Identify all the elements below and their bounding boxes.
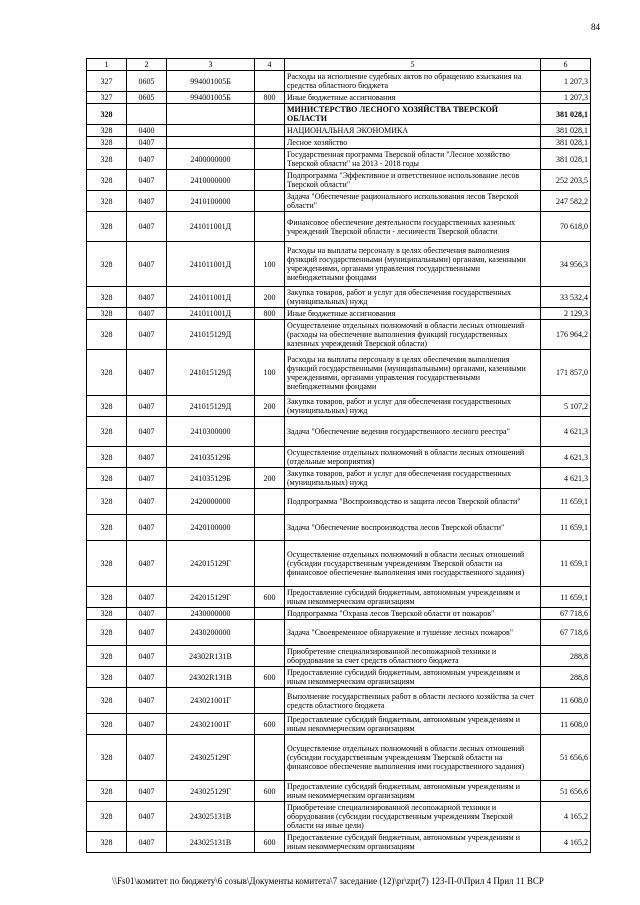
cell-section-code: 0407: [127, 137, 167, 149]
cell-target-article: [167, 125, 255, 137]
table-row: [87, 688, 591, 714]
cell-expense-type: [255, 320, 285, 350]
cell-target-article: 2400000000: [167, 149, 255, 170]
table-row: [87, 287, 591, 308]
cell-section-code: 0407: [127, 170, 167, 191]
cell-description: Подпрограмма "Эффективное и ответственное использование лесов Тверской области": [285, 170, 541, 191]
cell-target-article: 241035129Б: [167, 447, 255, 468]
cell-section-code: 0407: [127, 802, 167, 832]
cell-target-article: 994001005Б: [167, 71, 255, 92]
cell-section-code: 0407: [127, 646, 167, 667]
table-row: [87, 735, 591, 781]
cell-section-code: 0407: [127, 350, 167, 396]
table-header-row: [87, 59, 591, 71]
column-header: 6: [541, 59, 591, 71]
cell-amount: 171 857,0: [541, 350, 591, 396]
cell-target-article: 2410100000: [167, 191, 255, 212]
table-row: [87, 320, 591, 350]
cell-expense-type: 600: [255, 667, 285, 688]
cell-section-code: 0407: [127, 417, 167, 447]
cell-section-code: 0407: [127, 515, 167, 541]
cell-section-code: 0407: [127, 308, 167, 320]
cell-expense-type: 200: [255, 468, 285, 489]
cell-admin-code: 328: [87, 320, 127, 350]
cell-admin-code: 328: [87, 781, 127, 802]
table-row: [87, 137, 591, 149]
table-row: [87, 71, 591, 92]
cell-target-article: [167, 104, 255, 125]
cell-description: НАЦИОНАЛЬНАЯ ЭКОНОМИКА: [285, 125, 541, 137]
cell-amount: 381 028,1: [541, 104, 591, 125]
cell-admin-code: 328: [87, 714, 127, 735]
cell-admin-code: 327: [87, 71, 127, 92]
cell-admin-code: 328: [87, 125, 127, 137]
cell-amount: 176 964,2: [541, 320, 591, 350]
cell-expense-type: 100: [255, 350, 285, 396]
cell-description: Предоставление субсидий бюджетным, автономным учреждениям и иным некоммерческим организациям: [285, 832, 541, 853]
cell-admin-code: 328: [87, 137, 127, 149]
cell-target-article: 24302R131B: [167, 667, 255, 688]
cell-expense-type: [255, 104, 285, 125]
column-header: 3: [167, 59, 255, 71]
cell-admin-code: 328: [87, 396, 127, 417]
cell-description: Предоставление субсидий бюджетным, автономным учреждениям и иным некоммерческим организациям: [285, 667, 541, 688]
cell-expense-type: [255, 137, 285, 149]
cell-amount: 2 129,3: [541, 308, 591, 320]
table-row: [87, 417, 591, 447]
cell-target-article: 241035129Б: [167, 468, 255, 489]
cell-description: Расходы на исполнение судебных актов по обращению взыскания на средства областного бюджета: [285, 71, 541, 92]
table-row: [87, 104, 591, 125]
cell-amount: 33 532,4: [541, 287, 591, 308]
cell-description: Задача "Обеспечение ведения государственного лесного реестра": [285, 417, 541, 447]
cell-amount: 4 165,2: [541, 832, 591, 853]
cell-section-code: 0407: [127, 714, 167, 735]
cell-section-code: 0605: [127, 92, 167, 104]
cell-section-code: 0407: [127, 620, 167, 646]
cell-amount: 4 165,2: [541, 802, 591, 832]
cell-description: Финансовое обеспечение деятельности государственных казенных учреждений Тверской области - лесничеств Тверской области: [285, 212, 541, 242]
cell-admin-code: 328: [87, 308, 127, 320]
table-row: [87, 125, 591, 137]
cell-description: Закупка товаров, работ и услуг для обеспечения государственных (муниципальных) нужд: [285, 287, 541, 308]
cell-section-code: 0407: [127, 447, 167, 468]
cell-admin-code: 328: [87, 667, 127, 688]
cell-section-code: 0407: [127, 191, 167, 212]
cell-expense-type: [255, 515, 285, 541]
table-row: [87, 667, 591, 688]
cell-expense-type: 600: [255, 714, 285, 735]
table-row: [87, 92, 591, 104]
cell-target-article: 242015129Г: [167, 587, 255, 608]
cell-section-code: 0407: [127, 541, 167, 587]
cell-description: Расходы на выплаты персоналу в целях обеспечения выполнения функций государственными (муниципальными) органами, казенными учреждениями, органами управления государственными внебюджетными фондами: [285, 242, 541, 287]
cell-target-article: 241011001Д: [167, 308, 255, 320]
cell-target-article: 241011001Д: [167, 242, 255, 287]
cell-description: Предоставление субсидий бюджетным, автономным учреждениям и иным некоммерческим организациям: [285, 781, 541, 802]
table-row: [87, 191, 591, 212]
cell-admin-code: 328: [87, 287, 127, 308]
cell-expense-type: 600: [255, 832, 285, 853]
cell-expense-type: 800: [255, 308, 285, 320]
cell-target-article: 994001005Б: [167, 92, 255, 104]
table-row: [87, 350, 591, 396]
cell-description: Лесное хозяйство: [285, 137, 541, 149]
cell-expense-type: [255, 735, 285, 781]
cell-section-code: 0605: [127, 71, 167, 92]
cell-target-article: 24302R131B: [167, 646, 255, 667]
table-row: [87, 832, 591, 853]
cell-section-code: 0407: [127, 587, 167, 608]
cell-description: Государственная программа Тверской области "Лесное хозяйство Тверской области" на 2013 - 2018 годы: [285, 149, 541, 170]
cell-section-code: 0407: [127, 832, 167, 853]
cell-target-article: 241015129Д: [167, 350, 255, 396]
cell-amount: 4 621,3: [541, 468, 591, 489]
cell-amount: 247 582,2: [541, 191, 591, 212]
cell-expense-type: 100: [255, 242, 285, 287]
table-row: [87, 587, 591, 608]
cell-target-article: 2410000000: [167, 170, 255, 191]
cell-admin-code: 328: [87, 447, 127, 468]
column-header: 1: [87, 59, 127, 71]
cell-description: Выполнение государственных работ в области лесного хозяйства за счет средств областного бюджета: [285, 688, 541, 714]
cell-target-article: 243021001Г: [167, 688, 255, 714]
cell-expense-type: [255, 802, 285, 832]
cell-admin-code: 328: [87, 350, 127, 396]
cell-expense-type: 800: [255, 92, 285, 104]
cell-amount: 381 028,1: [541, 137, 591, 149]
cell-description: Задача "Обеспечение воспроизводства лесов Тверской области": [285, 515, 541, 541]
cell-admin-code: 328: [87, 242, 127, 287]
cell-expense-type: [255, 541, 285, 587]
table-row: [87, 515, 591, 541]
cell-amount: 1 207,3: [541, 92, 591, 104]
cell-section-code: 0407: [127, 735, 167, 781]
budget-table: [86, 58, 591, 853]
cell-admin-code: 328: [87, 104, 127, 125]
cell-expense-type: [255, 646, 285, 667]
cell-description: Закупка товаров, работ и услуг для обеспечения государственных (муниципальных) нужд: [285, 468, 541, 489]
cell-target-article: 243025129Г: [167, 735, 255, 781]
cell-description: Подпрограмма "Охрана лесов Тверской области от пожаров": [285, 608, 541, 620]
column-header: 4: [255, 59, 285, 71]
table-row: [87, 447, 591, 468]
cell-target-article: 241015129Д: [167, 396, 255, 417]
table-row: [87, 149, 591, 170]
footer-file-path: \\Fs01\комитет по бюджету\6 созыв\Документы комитета\7 заседание (12)\pr\zpr(7) 123-П-0\Прил 4 Прил 11 ВСР: [112, 876, 544, 886]
cell-admin-code: 328: [87, 802, 127, 832]
table-row: [87, 646, 591, 667]
cell-admin-code: 328: [87, 489, 127, 515]
cell-target-article: 243021001Г: [167, 714, 255, 735]
cell-description: Иные бюджетные ассигнования: [285, 92, 541, 104]
cell-section-code: 0407: [127, 287, 167, 308]
cell-admin-code: 328: [87, 832, 127, 853]
cell-description: Осуществление отдельных полномочий в области лесных отношений (расходы на обеспечение выполнения функций государственных казенных учреждений Тверской области): [285, 320, 541, 350]
cell-admin-code: 328: [87, 735, 127, 781]
table-row: [87, 242, 591, 287]
cell-expense-type: [255, 71, 285, 92]
cell-target-article: 2410300000: [167, 417, 255, 447]
column-header: 2: [127, 59, 167, 71]
table-row: [87, 781, 591, 802]
cell-admin-code: 328: [87, 608, 127, 620]
cell-target-article: 2420000000: [167, 489, 255, 515]
cell-admin-code: 328: [87, 191, 127, 212]
cell-amount: 1 207,3: [541, 71, 591, 92]
cell-amount: 288,8: [541, 667, 591, 688]
cell-section-code: 0407: [127, 468, 167, 489]
cell-admin-code: 328: [87, 212, 127, 242]
cell-amount: 11 608,0: [541, 714, 591, 735]
cell-amount: 5 107,2: [541, 396, 591, 417]
cell-admin-code: 328: [87, 149, 127, 170]
cell-section-code: 0407: [127, 212, 167, 242]
cell-amount: 51 656,6: [541, 781, 591, 802]
cell-target-article: [167, 137, 255, 149]
cell-description: Осуществление отдельных полномочий в области лесных отношений (субсидии государственным учреждениям Тверской области на финансовое обеспечение выполнения ими государственного задания): [285, 735, 541, 781]
cell-description: Задача "Обеспечение рационального использования лесов Тверской области": [285, 191, 541, 212]
cell-expense-type: [255, 688, 285, 714]
cell-amount: 51 656,6: [541, 735, 591, 781]
cell-section-code: 0407: [127, 320, 167, 350]
cell-expense-type: [255, 608, 285, 620]
cell-admin-code: 328: [87, 688, 127, 714]
column-header: 5: [285, 59, 541, 71]
cell-section-code: 0407: [127, 489, 167, 515]
cell-section-code: 0407: [127, 781, 167, 802]
cell-target-article: 241011001Д: [167, 212, 255, 242]
cell-amount: 288,8: [541, 646, 591, 667]
cell-admin-code: 328: [87, 541, 127, 587]
cell-expense-type: [255, 170, 285, 191]
cell-target-article: 2420100000: [167, 515, 255, 541]
table-row: [87, 489, 591, 515]
cell-description: Иные бюджетные ассигнования: [285, 308, 541, 320]
cell-amount: 381 028,1: [541, 149, 591, 170]
cell-section-code: 0407: [127, 396, 167, 417]
cell-amount: 11 608,0: [541, 688, 591, 714]
cell-expense-type: 600: [255, 781, 285, 802]
cell-expense-type: [255, 447, 285, 468]
cell-expense-type: [255, 191, 285, 212]
table-row: [87, 714, 591, 735]
table-row: [87, 608, 591, 620]
table-row: [87, 396, 591, 417]
cell-description: Приобретение специализированной лесопожарной техники и оборудования за счет средств областного бюджета: [285, 646, 541, 667]
cell-admin-code: 328: [87, 468, 127, 489]
cell-section-code: 0400: [127, 125, 167, 137]
cell-target-article: 243025131В: [167, 802, 255, 832]
table-row: [87, 212, 591, 242]
cell-target-article: 243025131В: [167, 832, 255, 853]
cell-amount: 11 659,1: [541, 587, 591, 608]
cell-section-code: 0407: [127, 242, 167, 287]
cell-description: Предоставление субсидий бюджетным, автономным учреждениям и иным некоммерческим организациям: [285, 587, 541, 608]
cell-amount: 70 618,0: [541, 212, 591, 242]
table-row: [87, 802, 591, 832]
cell-target-article: 241015129Д: [167, 320, 255, 350]
cell-description: Предоставление субсидий бюджетным, автономным учреждениям и иным некоммерческим организациям: [285, 714, 541, 735]
table-row: [87, 468, 591, 489]
cell-description: МИНИСТЕРСТВО ЛЕСНОГО ХОЗЯЙСТВА ТВЕРСКОЙ ОБЛАСТИ: [285, 104, 541, 125]
cell-admin-code: 328: [87, 417, 127, 447]
cell-description: Осуществление отдельных полномочий в области лесных отношений (субсидии государственным учреждениям Тверской области на финансовое обеспечение выполнения ими государственного задания): [285, 541, 541, 587]
cell-section-code: 0407: [127, 667, 167, 688]
cell-amount: 11 659,1: [541, 515, 591, 541]
cell-expense-type: [255, 489, 285, 515]
cell-target-article: 2430000000: [167, 608, 255, 620]
cell-description: Задача "Своевременное обнаружение и тушение лесных пожаров": [285, 620, 541, 646]
cell-description: Расходы на выплаты персоналу в целях обеспечения выполнения функций государственными (муниципальными) органами, казенными учреждениями, органами управления государственными внебюджетными фондами: [285, 350, 541, 396]
cell-description: Подпрограмма "Воспроизводство и защита лесов Тверской области": [285, 489, 541, 515]
table-row: [87, 541, 591, 587]
cell-section-code: 0407: [127, 688, 167, 714]
cell-target-article: 243025129Г: [167, 781, 255, 802]
cell-expense-type: 200: [255, 396, 285, 417]
cell-admin-code: 327: [87, 92, 127, 104]
cell-description: Закупка товаров, работ и услуг для обеспечения государственных (муниципальных) нужд: [285, 396, 541, 417]
cell-expense-type: 600: [255, 587, 285, 608]
cell-admin-code: 328: [87, 620, 127, 646]
cell-description: Приобретение специализированной лесопожарной техники и оборудования (субсидии государственным учреждениям Тверской области на иные цели): [285, 802, 541, 832]
cell-admin-code: 328: [87, 170, 127, 191]
cell-amount: 11 659,1: [541, 489, 591, 515]
cell-expense-type: [255, 149, 285, 170]
cell-amount: 11 659,1: [541, 541, 591, 587]
cell-amount: 67 718,6: [541, 608, 591, 620]
cell-section-code: [127, 104, 167, 125]
cell-expense-type: [255, 125, 285, 137]
cell-expense-type: [255, 212, 285, 242]
table-row: [87, 170, 591, 191]
cell-section-code: 0407: [127, 608, 167, 620]
cell-expense-type: [255, 417, 285, 447]
cell-section-code: 0407: [127, 149, 167, 170]
cell-target-article: 241011001Д: [167, 287, 255, 308]
cell-amount: 67 718,6: [541, 620, 591, 646]
cell-admin-code: 328: [87, 515, 127, 541]
cell-description: Осуществление отдельных полномочий в области лесных отношений (отдельные мероприятия): [285, 447, 541, 468]
cell-admin-code: 328: [87, 587, 127, 608]
cell-amount: 34 956,3: [541, 242, 591, 287]
cell-expense-type: [255, 620, 285, 646]
cell-amount: 252 203,5: [541, 170, 591, 191]
cell-amount: 4 621,3: [541, 447, 591, 468]
cell-amount: 4 621,3: [541, 417, 591, 447]
cell-admin-code: 328: [87, 646, 127, 667]
table-row: [87, 308, 591, 320]
cell-amount: 381 028,1: [541, 125, 591, 137]
cell-expense-type: 200: [255, 287, 285, 308]
cell-target-article: 2430200000: [167, 620, 255, 646]
page-number: 84: [591, 22, 600, 32]
cell-target-article: 242015129Г: [167, 541, 255, 587]
table-row: [87, 620, 591, 646]
